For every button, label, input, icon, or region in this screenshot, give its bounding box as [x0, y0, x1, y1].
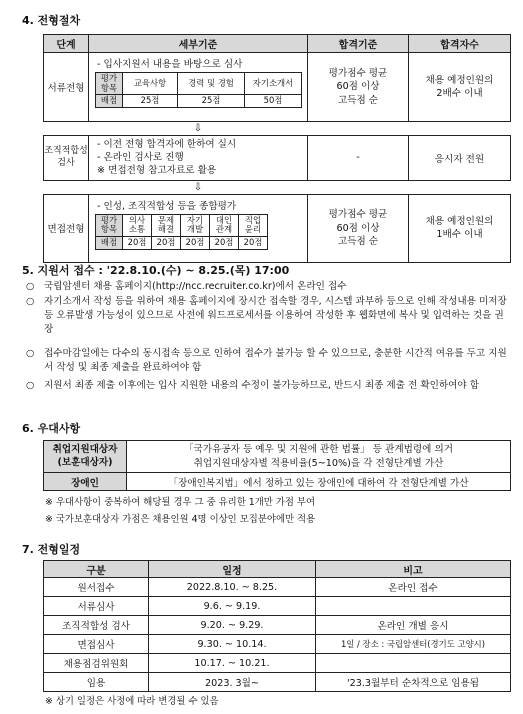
application-item-text: 자기소개서 작성 등을 위하여 채용 홈페이지에 장시간 접속할 경우, 시스템 과부하 등으로 인해 작성내용 미저장 등 오류발생 가능성이 있으므로 사전에 워드프로세서를 이용하여 작성한 후 웹화면에 복사 및 입력하는 것을 권장 — [44, 296, 507, 335]
doc-score-cell: 25점 — [123, 95, 178, 108]
schedule-row — [44, 673, 511, 692]
schedule-cell — [316, 654, 511, 673]
section-7-title: 7. 전형일정 — [22, 543, 81, 556]
schedule-row — [44, 578, 511, 597]
schedule-row — [44, 635, 511, 654]
schedule-cell: '23.3월부터 순차적으로 임용됨 — [316, 673, 511, 692]
schedule-cell: 면접심사 — [44, 635, 149, 654]
doc-score-head: 평가 항목 — [96, 73, 123, 95]
interview-score-head: 평가 항목 — [96, 214, 123, 236]
schedule-header-row — [44, 561, 511, 578]
interview-stage-desc: - 인성, 조직적합성 등을 종합평가 — [97, 200, 237, 212]
interview-score-cell: 20점 — [181, 237, 210, 250]
application-item — [26, 280, 508, 294]
application-item-text: 국립암센터 채용 홈페이지(http://ncc.recruiter.co.kr)에서 온라인 접수 — [44, 281, 347, 292]
circle-bullet-icon: ○ — [26, 348, 35, 359]
preference-note: ※ 국가보훈대상자 가점은 채용인원 4명 이상인 모집분야에만 적용 — [45, 514, 316, 525]
fit-stage-label: 조직적합성 검사 — [44, 136, 89, 181]
down-arrow-icon: ⇩ — [193, 123, 203, 134]
schedule-cell: 1일 / 장소 : 국립암센터(경기도 고양시) — [316, 635, 511, 654]
doc-stage-count: 채용 예정인원의 2배수 이내 — [409, 53, 511, 122]
circle-bullet-icon: ○ — [26, 281, 35, 292]
circle-bullet-icon: ○ — [26, 380, 35, 391]
section-4-title: 4. 전형절차 — [22, 14, 81, 27]
header-detail: 세부기준 — [89, 35, 308, 53]
interview-stage-criteria: 평가점수 평균 60점 이상 고득점 순 — [308, 194, 409, 262]
interview-stage-count: 채용 예정인원의 1배수 이내 — [409, 194, 511, 262]
table-header-row — [44, 35, 511, 53]
schedule-row — [44, 654, 511, 673]
doc-score-head: 교육사항 — [123, 73, 178, 95]
application-item — [26, 295, 508, 337]
preference-text: 「국가유공자 등 예우 및 지원에 관한 법률」 등 관계법령에 의거 취업지원대상자별 적용비율(5~10%)을 각 전형단계별 가산 — [127, 441, 511, 473]
interview-score-cell: 배점 — [96, 237, 123, 250]
doc-score-cell: 배점 — [96, 95, 123, 108]
schedule-cell: 2023. 3월~ — [149, 673, 316, 692]
section-5-title: 5. 지원서 접수 : '22.8.10.(수) ~ 8.25.(목) 17:00 — [22, 264, 290, 277]
arrow-row — [44, 180, 511, 194]
schedule-cell: 임용 — [44, 673, 149, 692]
schedule-row — [44, 597, 511, 616]
doc-score-cell: 25점 — [178, 95, 245, 108]
selection-process-table — [43, 34, 511, 263]
fit-stage-line: ※ 면접전형 참고자료로 활용 — [97, 164, 217, 176]
schedule-cell: 채용점검위원회 — [44, 654, 149, 673]
schedule-table — [43, 560, 511, 692]
application-item — [26, 379, 508, 393]
schedule-header: 일정 — [149, 561, 316, 578]
schedule-cell: 9.20. ~ 9.29. — [149, 616, 316, 635]
section-6-title: 6. 우대사항 — [22, 422, 81, 435]
doc-score-head: 자기소개서 — [245, 73, 302, 95]
interview-score-head: 직업 윤리 — [239, 214, 268, 236]
doc-stage-row — [44, 53, 511, 122]
header-criteria: 합격기준 — [308, 35, 409, 53]
fit-stage-row — [44, 136, 511, 181]
doc-stage-label: 서류전형 — [44, 53, 89, 122]
application-item-text: 지원서 최종 제출 이후에는 입사 지원한 내용의 수정이 불가능하므로, 반드시 최종 제출 전 확인하여야 함 — [44, 380, 479, 391]
doc-score-head: 경력 및 경험 — [178, 73, 245, 95]
header-count: 합격자수 — [409, 35, 511, 53]
fit-stage-line: - 온라인 검사로 진행 — [97, 151, 184, 163]
schedule-header: 구분 — [44, 561, 149, 578]
schedule-cell: 2022.8.10. ~ 8.25. — [149, 578, 316, 597]
schedule-cell: 10.17. ~ 10.21. — [149, 654, 316, 673]
interview-stage-label: 면접전형 — [44, 194, 89, 262]
preference-note: ※ 우대사항이 중복하여 해당될 경우 그 중 유리한 1개만 가점 부여 — [45, 497, 316, 508]
schedule-cell: 조직적합성 검사 — [44, 616, 149, 635]
schedule-cell: 9.6. ~ 9.19. — [149, 597, 316, 616]
schedule-note: ※ 상기 일정은 사정에 따라 변경될 수 있음 — [45, 696, 219, 707]
down-arrow-icon: ⇩ — [193, 181, 203, 193]
schedule-row — [44, 616, 511, 635]
application-item-text: 접수마감일에는 다수의 동시접속 등으로 인하여 접수가 불가능 할 수 있으므로, 충분한 시간적 여유를 두고 지원서 작성 및 최종 제출을 완료하여야 함 — [44, 348, 507, 373]
schedule-header: 비고 — [316, 561, 511, 578]
fit-stage-criteria: - — [308, 136, 409, 181]
interview-score-cell: 20점 — [123, 237, 152, 250]
preference-row — [44, 441, 511, 473]
interview-score-head: 의사 소통 — [123, 214, 152, 236]
circle-bullet-icon: ○ — [26, 296, 35, 307]
application-item — [26, 347, 508, 375]
doc-stage-criteria: 평가점수 평균 60점 이상 고득점 순 — [308, 53, 409, 122]
schedule-cell — [316, 597, 511, 616]
preference-text: 「장애인복지법」에서 정하고 있는 장애인에 대하여 각 전형단계별 가산 — [127, 473, 511, 491]
interview-score-cell: 20점 — [210, 237, 239, 250]
interview-score-head: 문제 해결 — [152, 214, 181, 236]
interview-score-table — [95, 214, 268, 250]
schedule-cell: 온라인 접수 — [316, 578, 511, 597]
schedule-cell: 9.30. ~ 10.14. — [149, 635, 316, 654]
header-stage: 단계 — [44, 35, 89, 53]
interview-score-head: 자기 개발 — [181, 214, 210, 236]
interview-stage-row — [44, 194, 511, 262]
interview-score-cell: 20점 — [152, 237, 181, 250]
schedule-cell: 원서접수 — [44, 578, 149, 597]
interview-score-cell: 20점 — [239, 237, 268, 250]
schedule-cell: 서류심사 — [44, 597, 149, 616]
preference-label: 장애인 — [44, 473, 127, 491]
fit-stage-line: - 이전 전형 합격자에 한하여 실시 — [97, 139, 237, 150]
preference-table — [43, 440, 511, 491]
doc-stage-desc: - 입사지원서 내용을 바탕으로 심사 — [97, 59, 243, 70]
arrow-row — [44, 122, 511, 136]
preference-label: 취업지원대상자 (보훈대상자) — [44, 441, 127, 473]
doc-score-table — [95, 72, 302, 108]
fit-stage-count: 응시자 전원 — [409, 136, 511, 181]
schedule-cell: 온라인 개별 응시 — [316, 616, 511, 635]
preference-row — [44, 473, 511, 491]
interview-score-head: 대인 관계 — [210, 214, 239, 236]
doc-score-cell: 50점 — [245, 95, 302, 108]
